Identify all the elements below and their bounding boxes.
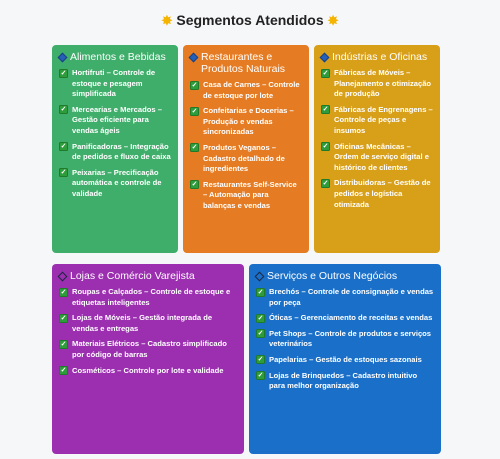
check-icon: ✓ — [60, 340, 67, 348]
check-icon: ✓ — [60, 367, 67, 375]
card-heading — [59, 270, 237, 282]
card-heading-text: Serviços e Outros Negócios — [267, 270, 398, 282]
check-icon: ✓ — [322, 143, 329, 151]
segment-list — [321, 68, 433, 210]
list-item-text: Lojas de Móveis – Gestão integrada de vendas e entregas — [72, 313, 213, 333]
list-item — [59, 366, 237, 377]
check-icon: ✓ — [60, 143, 67, 151]
list-item-text: Produtos Veganos – Cadastro detalhado de ingredientes — [203, 142, 285, 174]
blue-diamond-icon — [189, 53, 199, 63]
list-item — [59, 105, 171, 137]
list-item — [190, 180, 302, 212]
list-item-text: Roupas e Calçados – Controle de estoque e etiquetas inteligentes — [72, 287, 231, 307]
segment-list — [190, 80, 302, 212]
outline-diamond-icon — [255, 272, 265, 282]
list-item — [59, 168, 171, 200]
list-item — [321, 178, 433, 210]
list-item-text: Cosméticos – Controle por lote e validade — [72, 365, 224, 375]
list-item-text: Fábricas de Engrenagens – Controle de peças e insumos — [334, 104, 433, 135]
check-icon: ✓ — [191, 107, 198, 115]
list-item-text: Brechós – Controle de consignação e vendas por peça — [269, 287, 434, 307]
page-title — [0, 12, 500, 28]
list-item-text: Hortifruti – Controle de estoque e pesagem simplificada — [72, 68, 156, 99]
sparkle-icon: ✸ — [161, 12, 173, 28]
check-icon: ✓ — [322, 106, 329, 114]
list-item-text: Lojas de Brinquedos – Cadastro intuitivo para melhor organização — [269, 370, 418, 391]
list-item-text: Restaurantes Self-Service – Automação para balanças e vendas — [203, 179, 297, 210]
blue-diamond-icon — [58, 53, 68, 63]
check-icon: ✓ — [257, 330, 264, 338]
segment-list — [256, 287, 434, 392]
list-item-text: Pet Shops – Controle de produtos e serviços veterinários — [269, 328, 432, 349]
card-heading — [256, 270, 434, 282]
check-icon: ✓ — [257, 314, 264, 322]
list-item — [59, 142, 171, 163]
list-item — [190, 106, 302, 138]
list-item — [321, 68, 433, 100]
check-icon: ✓ — [322, 69, 329, 77]
card-heading — [321, 51, 433, 63]
card-heading — [190, 51, 302, 75]
card-heading-text: Restaurantes e Produtos Naturais — [201, 51, 286, 75]
card-restaurantes — [183, 45, 309, 253]
list-item — [59, 287, 237, 308]
card-alimentos-bebidas — [52, 45, 178, 253]
list-item — [256, 313, 434, 324]
list-item — [59, 339, 237, 360]
check-icon: ✓ — [257, 288, 264, 296]
check-icon: ✓ — [191, 181, 198, 189]
list-item-text: Confeitarias e Docerias – Produção e vendas sincronizadas — [203, 106, 294, 137]
check-icon: ✓ — [257, 372, 264, 380]
check-icon: ✓ — [60, 169, 67, 177]
list-item-text: Óticas – Gerenciamento de receitas e vendas — [269, 313, 433, 323]
segment-list — [59, 68, 171, 200]
card-heading-text: Lojas e Comércio Varejista — [70, 270, 195, 282]
check-icon: ✓ — [60, 288, 67, 296]
list-item — [256, 329, 434, 350]
list-item — [256, 355, 434, 366]
list-item-text: Casa de Carnes – Controle de estoque por lote — [203, 80, 300, 100]
card-heading-text: Indústrias e Oficinas — [332, 51, 428, 63]
list-item-text: Mercearias e Mercados – Gestão eficiente para vendas ágeis — [72, 104, 162, 135]
list-item — [256, 371, 434, 392]
segment-list — [59, 287, 237, 376]
check-icon: ✓ — [257, 356, 264, 364]
card-heading-text: Alimentos e Bebidas — [70, 51, 166, 63]
list-item-text: Fábricas de Móveis – Planejamento e otimização de produção — [334, 68, 432, 99]
blue-diamond-icon — [320, 53, 330, 63]
page-title-text: Segmentos Atendidos — [176, 12, 324, 28]
list-item-text: Peixarias – Precificação automática e controle de validade — [72, 167, 162, 198]
card-servicos-negocios — [249, 264, 441, 454]
check-icon: ✓ — [191, 144, 198, 152]
check-icon: ✓ — [60, 106, 67, 114]
list-item — [190, 143, 302, 175]
check-icon: ✓ — [60, 314, 67, 322]
card-lojas-varejo — [52, 264, 244, 454]
check-icon: ✓ — [191, 81, 198, 89]
list-item — [59, 313, 237, 334]
list-item — [190, 80, 302, 101]
list-item-text: Papelarias – Gestão de estoques sazonais — [269, 354, 422, 364]
list-item — [256, 287, 434, 308]
list-item — [321, 105, 433, 137]
sparkle-icon: ✸ — [327, 12, 339, 28]
list-item-text: Panificadoras – Integração de pedidos e fluxo de caixa — [72, 141, 171, 162]
list-item-text: Distribuidoras – Gestão de pedidos e logística otimizada — [334, 178, 431, 209]
check-icon: ✓ — [322, 179, 329, 187]
list-item — [59, 68, 171, 100]
card-heading — [59, 51, 171, 63]
list-item — [321, 142, 433, 174]
outline-diamond-icon — [58, 272, 68, 282]
card-industrias-oficinas — [314, 45, 440, 253]
check-icon: ✓ — [60, 69, 67, 77]
list-item-text: Materiais Elétricos – Cadastro simplificado por código de barras — [72, 339, 227, 359]
list-item-text: Oficinas Mecânicas – Ordem de serviço digital e histórico de clientes — [334, 141, 429, 172]
